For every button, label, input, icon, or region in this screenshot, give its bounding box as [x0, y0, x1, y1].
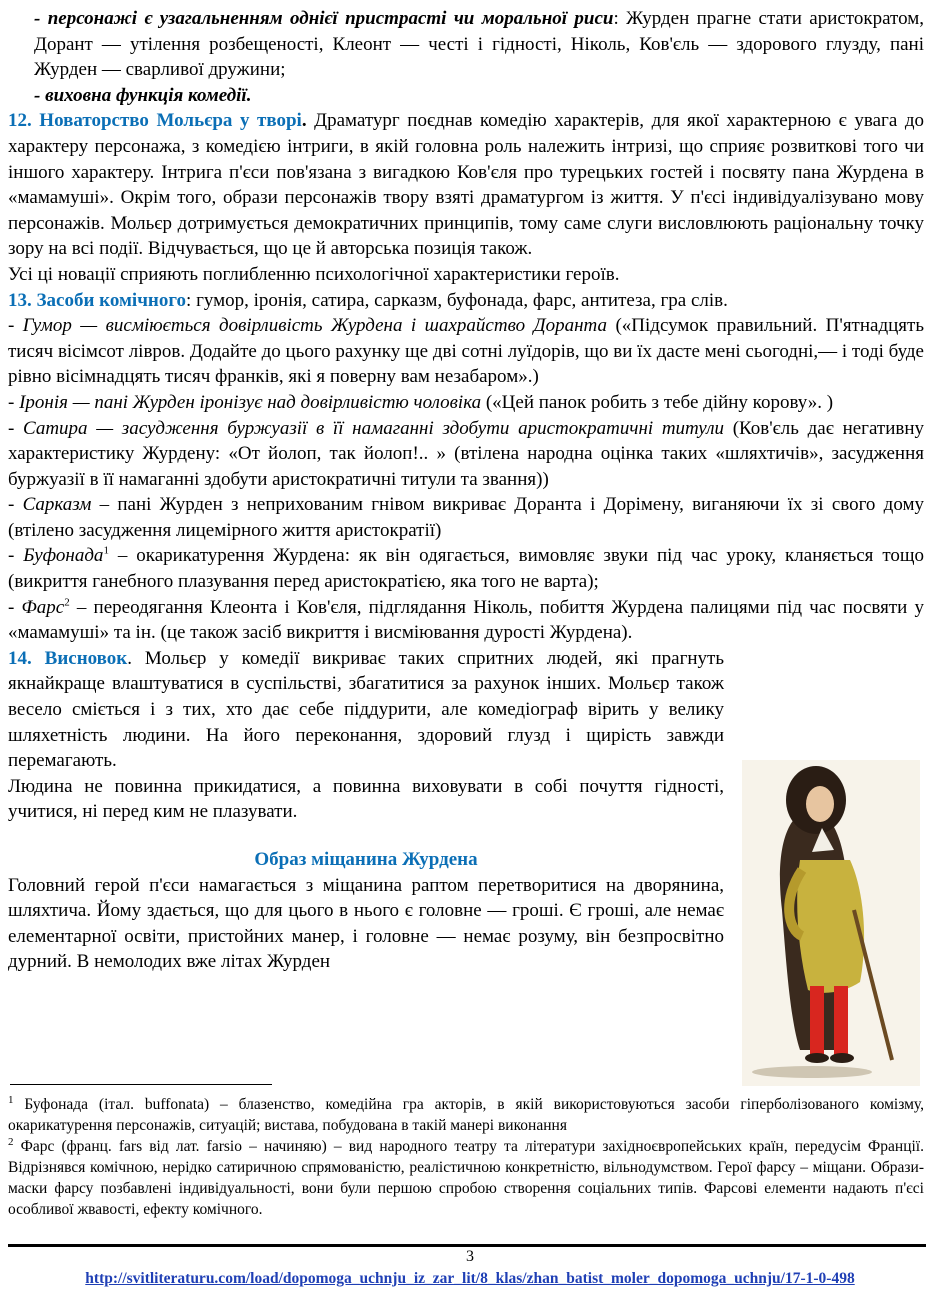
section-14-text2: Людина не повинна прикидатися, а повинна виховувати в собі почуття гідності, учитися, ні перед ким не плазувати.	[8, 775, 724, 823]
device-farce: - Фарс$^2$ – переодягання Клеонта і Ков'єля, підглядання Ніколь, побиття Журдена палицями під час посвяти у «мамамуші» та ін. (це також засіб викриття і висміювання дурості Журдена).	[8, 596, 924, 644]
footnote-text: Фарс (франц. fars від лат. farsio – начиняю) – вид народного театру та літератури західноєвропейських країн, передусім Франції. Відрізнявся комічною, нерідко сатиричною спрямованістю, реалістичною конкретністю, вільнодумством. Герої фарсу – міщани. Образи-маски фарсу позбавлені індивідуальності, вони були першою спробою створення соціальних типів. Фарсові елементи надають п'єсі особливої жвавості, ефекту комічного.	[8, 1138, 924, 1218]
item-label: - персонажі є узагальненням однієї пристрасті чи моральної риси	[34, 8, 614, 29]
footnote-number: 2	[8, 1135, 14, 1148]
section-text: . Мольєр у комедії викриває таких спритних людей, які прагнуть якнайкраще влаштуватися в суспільстві, збагатитися за рахунок інших. Мольєр також весело сміється і з тих, хто дає себе піддурити, але комедіограф вірить у велику шляхетність людини. На його переконання, здоровий глузд і щирість завжди перемагають.	[8, 647, 725, 772]
footer-divider	[8, 1244, 926, 1247]
device-text: («Цей панок робить з тебе дійну корову». )	[481, 391, 834, 413]
page-number: 3	[466, 1248, 474, 1265]
heading-period: .	[301, 110, 307, 132]
subsection-title: Образ міщанина Журдена	[254, 849, 478, 870]
footnote-number: 1	[8, 1093, 14, 1106]
device-satire: - Сатира — засудження буржуазії в її намаганні здобути аристократичні титули (Ков'єль дає негативну характеристику Журдену: «От йолоп, так йолоп!.. » (втілена народна оцінка таких «шляхтичів», засудження буржуазії в її намаганні здобути аристократичні титули та звання))	[8, 417, 925, 490]
footnotes	[8, 1094, 924, 1220]
device-text: – окарикатурення Журдена: як він одягається, вимовляє звуки під час уроку, кланяється тощо (викриття ганебного плазування перед аристократією, яка того не варта);	[8, 545, 925, 593]
section-heading: 13. Засоби комічного	[8, 289, 187, 311]
footnote-ref[interactable]: 1	[103, 545, 109, 558]
footnote-text: Буфонада (італ. buffonata) – блазенство, комедійна гра акторів, в якій використовуються засоби гіперболізованого комізму, окарикатурення персонажів, ситуацій; вистава, побудована в такій манері виконання	[8, 1096, 924, 1134]
footnote-2	[8, 1136, 924, 1220]
subsection-text: Головний герой п'єси намагається з міщанина раптом перетворитися на дворянина, шляхтича. Йому здається, що для цього в нього є головне — гроші. Є гроші, але немає елементарної освіти, пристойних манер, і головне — немає розуму, він безпросвітно дурний. В немолодих вже літах Журден	[8, 874, 724, 973]
device-label: Сарказм	[22, 494, 92, 516]
section-13	[8, 288, 924, 314]
device-irony: - Іронія — пані Журден іронізує над довірливістю чоловіка («Цей панок робить з тебе дійну корову». )	[8, 391, 834, 413]
section-heading: 14. Висновок	[8, 647, 128, 669]
section-14	[8, 646, 724, 774]
list-item	[8, 83, 924, 109]
device-text: (Ков'єль дає негативну характеристику Журдену: «От йолоп, так йолоп!.. » (втілена народна оцінка таких «шляхтичів», засудження буржуазії в її намаганні здобути аристократичні титули та звання))	[8, 417, 925, 490]
spacer	[8, 825, 724, 835]
device-label: Фарс	[21, 596, 65, 618]
item-label: - виховна функція комедії.	[34, 84, 252, 106]
source-link[interactable]: http://svitliteraturu.com/load/dopomoga_uchnju_iz_zar_lit/8_klas/zhan_batist_moler_dopomoga_uchnju/17-1-0-498	[85, 1270, 855, 1287]
list-item	[8, 6, 924, 83]
jourdain-illustration	[742, 760, 920, 1086]
device-text: – пані Журден з неприхованим гнівом викриває Доранта і Дорімену, виганяючи їх зі свого дому (втілено засудження лицемірного життя аристократії)	[8, 494, 924, 541]
section-intro: : гумор, іронія, сатира, сарказм, буфонада, фарс, антитеза, гра слів.	[186, 289, 728, 311]
device-label: Буфонада	[23, 545, 104, 567]
section-12-summary: Усі ці новації сприяють поглибленню психологічної характеристики героїв.	[8, 263, 620, 285]
item-text: : Журден прагне стати аристократом, Дорант — утілення розбещеності, Клеонт — честі і гідності, Ніколь, Ков'єль — здорового глузду, пані Журден — сварливої дружини;	[34, 8, 924, 81]
device-buffoonery: - Буфонада$^1$ – окарикатурення Журдена: як він одягається, вимовляє звуки під час уроку, кланяється тощо (викриття ганебного плазування перед аристократією, яка того не варта);	[8, 545, 925, 593]
conclusion-block	[8, 646, 724, 975]
device-label: Гумор — висміюється довірливість Журдена і шахрайство Доранта	[22, 315, 607, 337]
device-label: Сатира — засудження буржуазії в її намаганні здобути аристократичні титули	[23, 417, 725, 439]
device-sarcasm: - Сарказм – пані Журден з неприхованим гнівом викриває Доранта і Дорімену, виганяючи їх зі свого дому (втілено засудження лицемірного життя аристократії)	[8, 494, 924, 541]
device-text: («Підсумок правильний. П'ятнадцять тисяч вісімсот лівров. Додайте до цього рахунку ще дві сотні луїдорів, що ви їх дасте мені сьогодні,— і тоді буде рівно вісімнадцять тисяч франків, які я поверну вам незабаром».)	[8, 315, 925, 388]
footnote-ref[interactable]: 2	[64, 596, 70, 609]
section-12	[8, 108, 924, 262]
device-text: – переодягання Клеонта і Ков'єля, підглядання Ніколь, побиття Журдена палицями під час посвяти у «мамамуші» та ін. (це також засіб викриття і висміювання дурості Журдена).	[8, 596, 924, 644]
footnote-divider	[10, 1084, 272, 1085]
section-text: Драматург поєднав комедію характерів, для якої характерною є увага до характеру персонажа, з комедією інтриги, в якій головна роль належить інтризі, що сприяє розвиткові того чи іншого характеру. Інтрига п'єси пов'язана з вигадкою Ков'єля про турецьких гостей і посвяту пана Журдена в «мамамуші». Окрім того, образи персонажів твору взяті драматургом із життя. У п'єсі індивідуалізувано мову персонажів. Мольєр дотримується демократичних принципів, тому саме слуги висловлюють раціональну точку зору на всі події. Відчувається, що це й авторська позиція також.	[8, 110, 924, 260]
device-label: Іронія — пані Журден іронізує над довірливістю чоловіка	[19, 391, 482, 413]
section-heading: 12. Новаторство Мольєра у творі	[8, 110, 302, 132]
device-humor: - Гумор — висміюється довірливість Журдена і шахрайство Доранта («Підсумок правильний. П'ятнадцять тисяч вісімсот лівров. Додайте до цього рахунку ще дві сотні луїдорів, що ви їх дасте мені сьогодні,— і тоді буде рівно вісімнадцять тисяч франків, які я поверну вам незабаром».)	[8, 315, 925, 388]
footnote-1	[8, 1094, 924, 1136]
